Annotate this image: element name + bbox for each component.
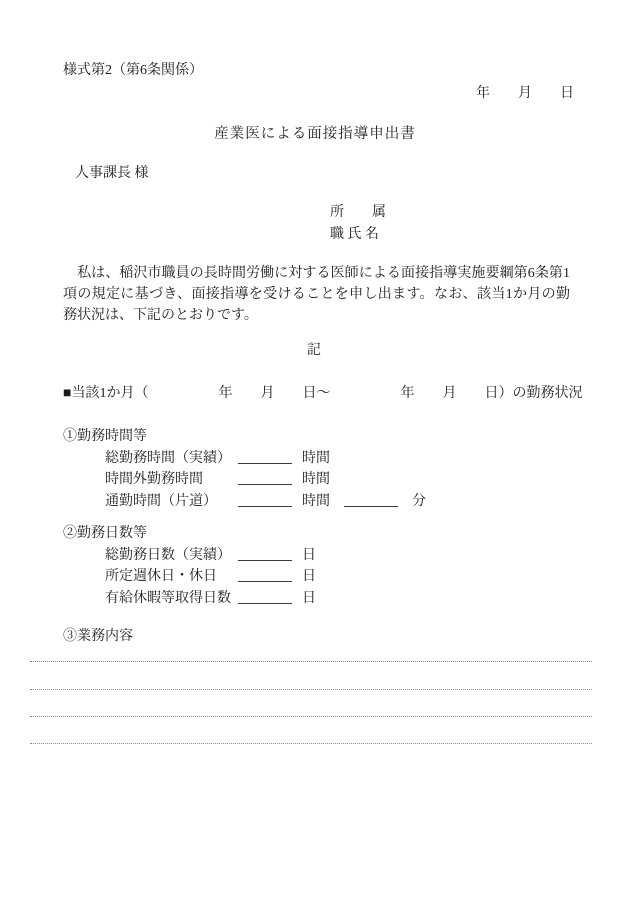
date-line: 年 月 日 [476,86,574,101]
field-row [105,588,316,610]
page-title: 産業医による面接指導申出書 [214,126,416,142]
unit-label: 日 [302,547,316,563]
field-label: 時間外勤務時間 [105,472,203,487]
period-line: ■当該1か月（ 年 月 日～ 年 月 日）の勤務状況 [63,386,583,401]
name-label: 職 氏 名 [330,226,379,242]
affiliation-label: 所 属 [330,205,386,220]
section-heading: ③業務内容 [63,629,133,644]
unit-label: 分 [412,493,426,509]
fill-in-blank [344,494,398,507]
field-label: 総勤務時間（実績） [105,450,231,466]
unit-label: 日 [302,569,316,584]
form-number: 様式第2（第6条関係） [63,63,203,78]
unit-label: 日 [302,590,316,606]
field-label: 所定週休日・休日 [105,569,217,584]
record-heading: 記 [307,343,323,358]
addressee: 人事課長 様 [75,166,149,181]
recipient-block [330,202,386,245]
fill-in-blank [238,472,292,485]
dotted-rule [30,661,592,662]
field-row [105,566,316,588]
section-heading: ①勤務時間等 [63,429,147,444]
unit-label: 時間 [302,472,330,487]
fill-in-blank [238,591,292,604]
dotted-rule [30,689,592,690]
fill-in-blank [238,569,292,582]
unit-label: 時間 [302,450,330,466]
dotted-rule [30,716,592,717]
section-heading: ②勤務日数等 [63,526,147,541]
section-work-hours [63,426,426,512]
section-work-days [63,523,316,609]
section-work-content [63,626,133,648]
field-row [105,448,426,470]
field-row [105,491,426,513]
body-paragraph: 私は、稲沢市職員の長時間労働に対する医師による面接指導実施要綱第6条第1項の規定に基づき、面接指導を受けることを申し出ます。なお、該当1か月の勤務状況は、下記のとおりです。 [63,266,570,323]
field-row [105,545,316,567]
field-label: 総勤務日数（実績） [105,547,231,563]
field-row [105,469,426,491]
fill-in-blank [238,451,292,464]
fill-in-blank [238,494,292,507]
field-label: 通勤時間（片道） [105,493,217,509]
field-label: 有給休暇等取得日数 [105,590,231,606]
fill-in-blank [238,548,292,561]
unit-label: 時間 [302,493,330,509]
dotted-rule [30,743,592,744]
